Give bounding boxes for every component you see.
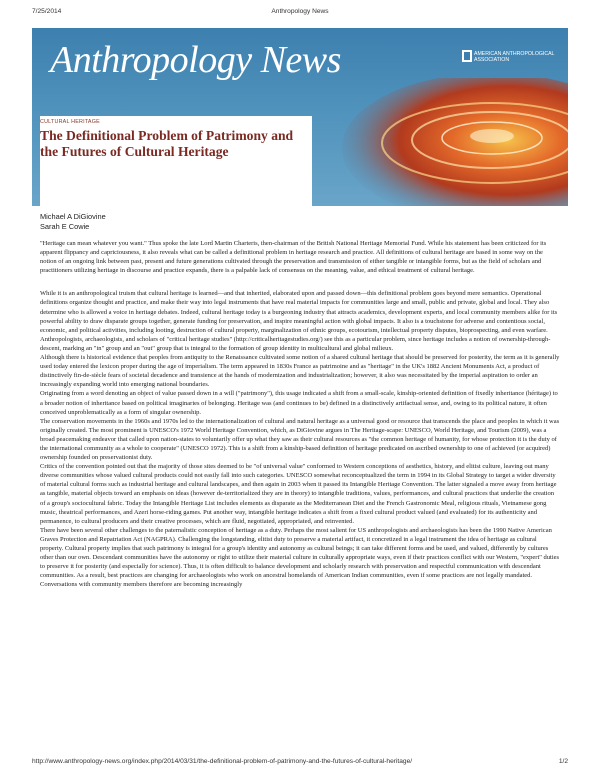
- author-name: Sarah E Cowie: [40, 222, 90, 231]
- print-header: [32, 8, 568, 20]
- article-paragraph: Originating from a word denoting an object of value passed down in a will ("patrimony"), this usage indicated a shift from a small-scale, kinship-oriented definition of fixedly inheritance (héritage) to a broader notion of inheritance based on political imaginaries of belonging. Heritage was (and continues to be) defined in a distinctively artifactual sense, and, owing to its political nature, it often conceived unproblematically as a form of singular ownership.: [40, 390, 558, 416]
- print-page-title: Anthropology News: [271, 8, 329, 15]
- article-paragraph: Although there is historical evidence that peoples from antiquity to the Renaissance cultivated some notion of a shared cultural heritage that should be preserved for posterity, the term as it is generally used today entered the lexicon proper during the age of imperialism. The term appeared in 1830s France as patrimoine and as "heritage" in the UK's 1882 Ancient Monuments Act, a product of distinctively fin-de-siècle fears of societal decadence and transience at the hands of modernization and industrialization; however, it also was necessitated by the imperial aspiration to order an increasingly expanding world into emerging national boundaries.: [40, 354, 560, 389]
- article-body: [40, 239, 560, 589]
- print-footer: [32, 758, 568, 768]
- article-paragraph: While it is an anthropological truism that cultural heritage is learned—and that inherited, elaborated upon and passed down—this definitional problem goes beyond mere semantics. Operational definitions organize thought and practice, and make their way into legal instruments that have real material impacts for communities large and small, public and private, global and local. They also determine who is allowed a voice in heritage debates. Indeed, cultural heritage today is a burgeoning industry that attracts academics, development experts, and local community members alike for its powerful ability to draw disparate groups together, generate funding for preservation, and inspire meaningful action with global impacts. It also is a touchstone for adverse and contentious social, economic, and political activities, including looting, destruction of cultural property, marginalization of ethnic groups, ecotourism, intellectual property disputes, bioprospecting, and even warfare. Anthropologists, archaeologists, and scholars of "critical heritage studies" (http://criticalheritagestudies.org/) see this as a particular problem, since heritage includes a notion of ownership-through-descent, marking an "in" group and an "out" group that is integral to the formation of group identity in multicultural and global milieux.: [40, 290, 558, 352]
- author-name: Michael A DiGiovine: [40, 212, 106, 221]
- article-authors: [40, 212, 106, 232]
- masthead-title: Anthropology News: [50, 39, 341, 81]
- article-paragraph: The conservation movements in the 1960s and 1970s led to the internationalization of cultural and natural heritage as a universal good or resource that transcends the place and peoples in which it was originally created. The most prominent is UNESCO's 1972 World Heritage Convention, which, as DiGiovine argues in The Heritage-scape: UNESCO, World Heritage, and Tourism (2009), was a broad peacemaking endeavor that called upon nation-states to voluntarily offer up what they saw as their cultural resources as "the common heritage of humanity, for whose protection it is the duty of the international community as a whole to cooperate" (UNESCO 1972). This is a shift from a kinship-based definition of heritage predicated on ascribed ownership to one of achieved (or acquired) ownership founded on preservationist duty.: [40, 417, 560, 462]
- article-paragraph: There have been several other challenges to the paternalistic conception of heritage as a duty. Perhaps the most salient for US anthropologists and archaeologists has been the 1990 Native American Graves Protection and Repatriation Act (NAGPRA). Challenging the longstanding, elitist duty to preserve a material artifact, it concretized in a legal instrument the idea of heritage as cultural property. Cultural property implies that such patrimony is integral for a group's identity and autonomy as cultural beings; it can take different forms and be used, and valued, differently by cultures other than our own. Descendant communities have the autonomy or right to utilize their material culture in culturally appropriate ways, even if their practices conflict with our Western, "expert" duties to preserve it for posterity (and especially for science). Thus, it is often difficult to balance development and scholarly research with preservation and respectful communication with descendant communities. As a result, best practices are changing for archaeologists who work on ancestral homelands of American Indian communities, even if some practices are not legally mandated. Conversations with community members therefore are becoming increasingly: [40, 526, 560, 589]
- print-url: http://www.anthropology-news.org/index.php/2014/03/31/the-definitional-problem-of-patrimony-and-the-futures-of-cultural-heritage/: [32, 758, 413, 765]
- print-date: 7/25/2014: [32, 8, 62, 15]
- article-title: The Definitional Problem of Patrimony and the Futures of Cultural Heritage: [40, 128, 294, 159]
- article-paragraph: "Heritage can mean whatever you want." Thus spoke the late Lord Martin Charteris, then-chairman of the British National Heritage Memorial Fund. While his statement has been criticized for its apparent flippancy and capriciousness, it also reveals what can be called a definitional problem in heritage research and practice. All definitions of cultural heritage are based in some way on the notion of an ongoing link between past, present and future generations cultivated through the preservation and transmission of either tangible or intangible forms, but as the field of scholars and practitioners utilizing heritage in discourse and practice expands, there is a palpable lack of consensus on the meaning, value, and ethical treatment of cultural heritage.: [40, 240, 547, 275]
- association-name: AMERICAN ANTHROPOLOGICAL ASSOCIATION: [474, 51, 555, 64]
- article-title-card: [40, 116, 312, 206]
- water-ripple-image: [332, 78, 568, 206]
- aaa-logo-icon: [462, 50, 472, 62]
- print-page-number: 1/2: [558, 758, 568, 765]
- masthead-banner: [32, 28, 568, 206]
- article-paragraph: Critics of the convention pointed out that the majority of those sites deemed to be "of universal value" conformed to Western conceptions of aesthetics, history, and elitist culture, leaving out many diverse communities whose valued cultural products could not easily fall into such categories. UNESCO somewhat reconceptualized the term in 1994 in its Global Strategy to target a wider diversity of material cultural forms such as industrial heritage and cultural landscapes, and then again in 2003 when it passed its Intangible Heritage Convention. The latter signaled a move away from heritage as tangible, material objects toward an emphasis on ideas (however de-territorialized they are in theory) to intangible traditions, values, performances, and cultural practices that underlie the creation of a group's sociocultural fabric. Today the Intangible Heritage List includes elements as disparate as the Mediterranean Diet and the French Gastronomic Meal, religious rituals, Vietnamese gong music, theatrical performances, and Azeri horse-riding games. Put another way, intangible heritage indicates a shift from a fixed cultural product valued (and evaluated) for its authenticity and permanence, to cultural producers and their creative processes, which are fluid, negotiated, appropriated, and reinvented.: [40, 463, 557, 525]
- article-category: CULTURAL HERITAGE: [40, 119, 100, 125]
